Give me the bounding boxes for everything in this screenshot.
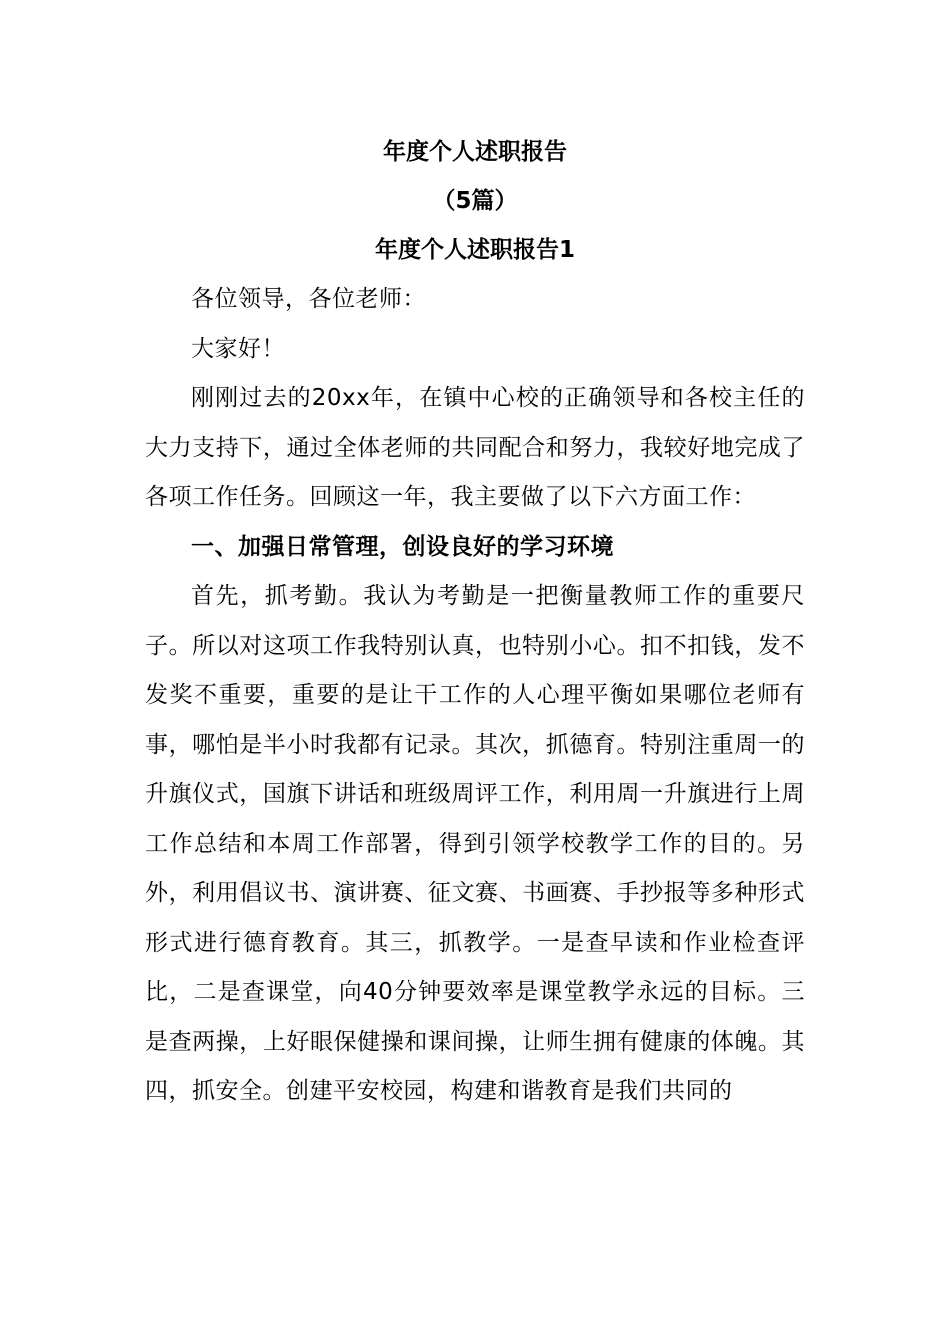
section-title: 年度个人述职报告1 bbox=[374, 237, 575, 263]
document-subtitle: （5篇） bbox=[432, 188, 518, 214]
document-title: 年度个人述职报告 bbox=[383, 139, 567, 165]
body-paragraph: 首先，抓考勤。我认为考勤是一把衡量教师工作的重要尺子。所以对这项工作我特别认真，也特别小心。扣不扣钱，发不发奖不重要，重要的是让干工作的人心理平衡如果哪位老师有事，哪怕是半小时我都有记录。其次，抓德育。特别注重周一的升旗仪式，国旗下讲话和班级周评工作，利用周一升旗进行上周工作总结和本周工作部署，得到引领学校教学工作的目的。另外，利用倡议书、演讲赛、征文赛、书画赛、手抄报等多种形式形式进行德育教育。其三，抓教学。一是查早读和作业检查评比，二是查课堂，向40分钟要效率是课堂教学永远的目标。三是查两操，上好眼保健操和课间操，让师生拥有健康的体魄。其四，抓安全。创建平安校园，构建和谐教育是我们共同的 bbox=[145, 583, 805, 1104]
intro-paragraph: 刚刚过去的20xx年，在镇中心校的正确领导和各校主任的大力支持下，通过全体老师的共同配合和努力，我较好地完成了各项工作任务。回顾这一年，我主要做了以下六方面工作： bbox=[145, 385, 805, 510]
greeting: 大家好！ bbox=[191, 335, 285, 362]
salutation: 各位领导，各位老师： bbox=[191, 286, 426, 312]
section-heading-1: 一、加强日常管理，创设良好的学习环境 bbox=[191, 533, 614, 560]
